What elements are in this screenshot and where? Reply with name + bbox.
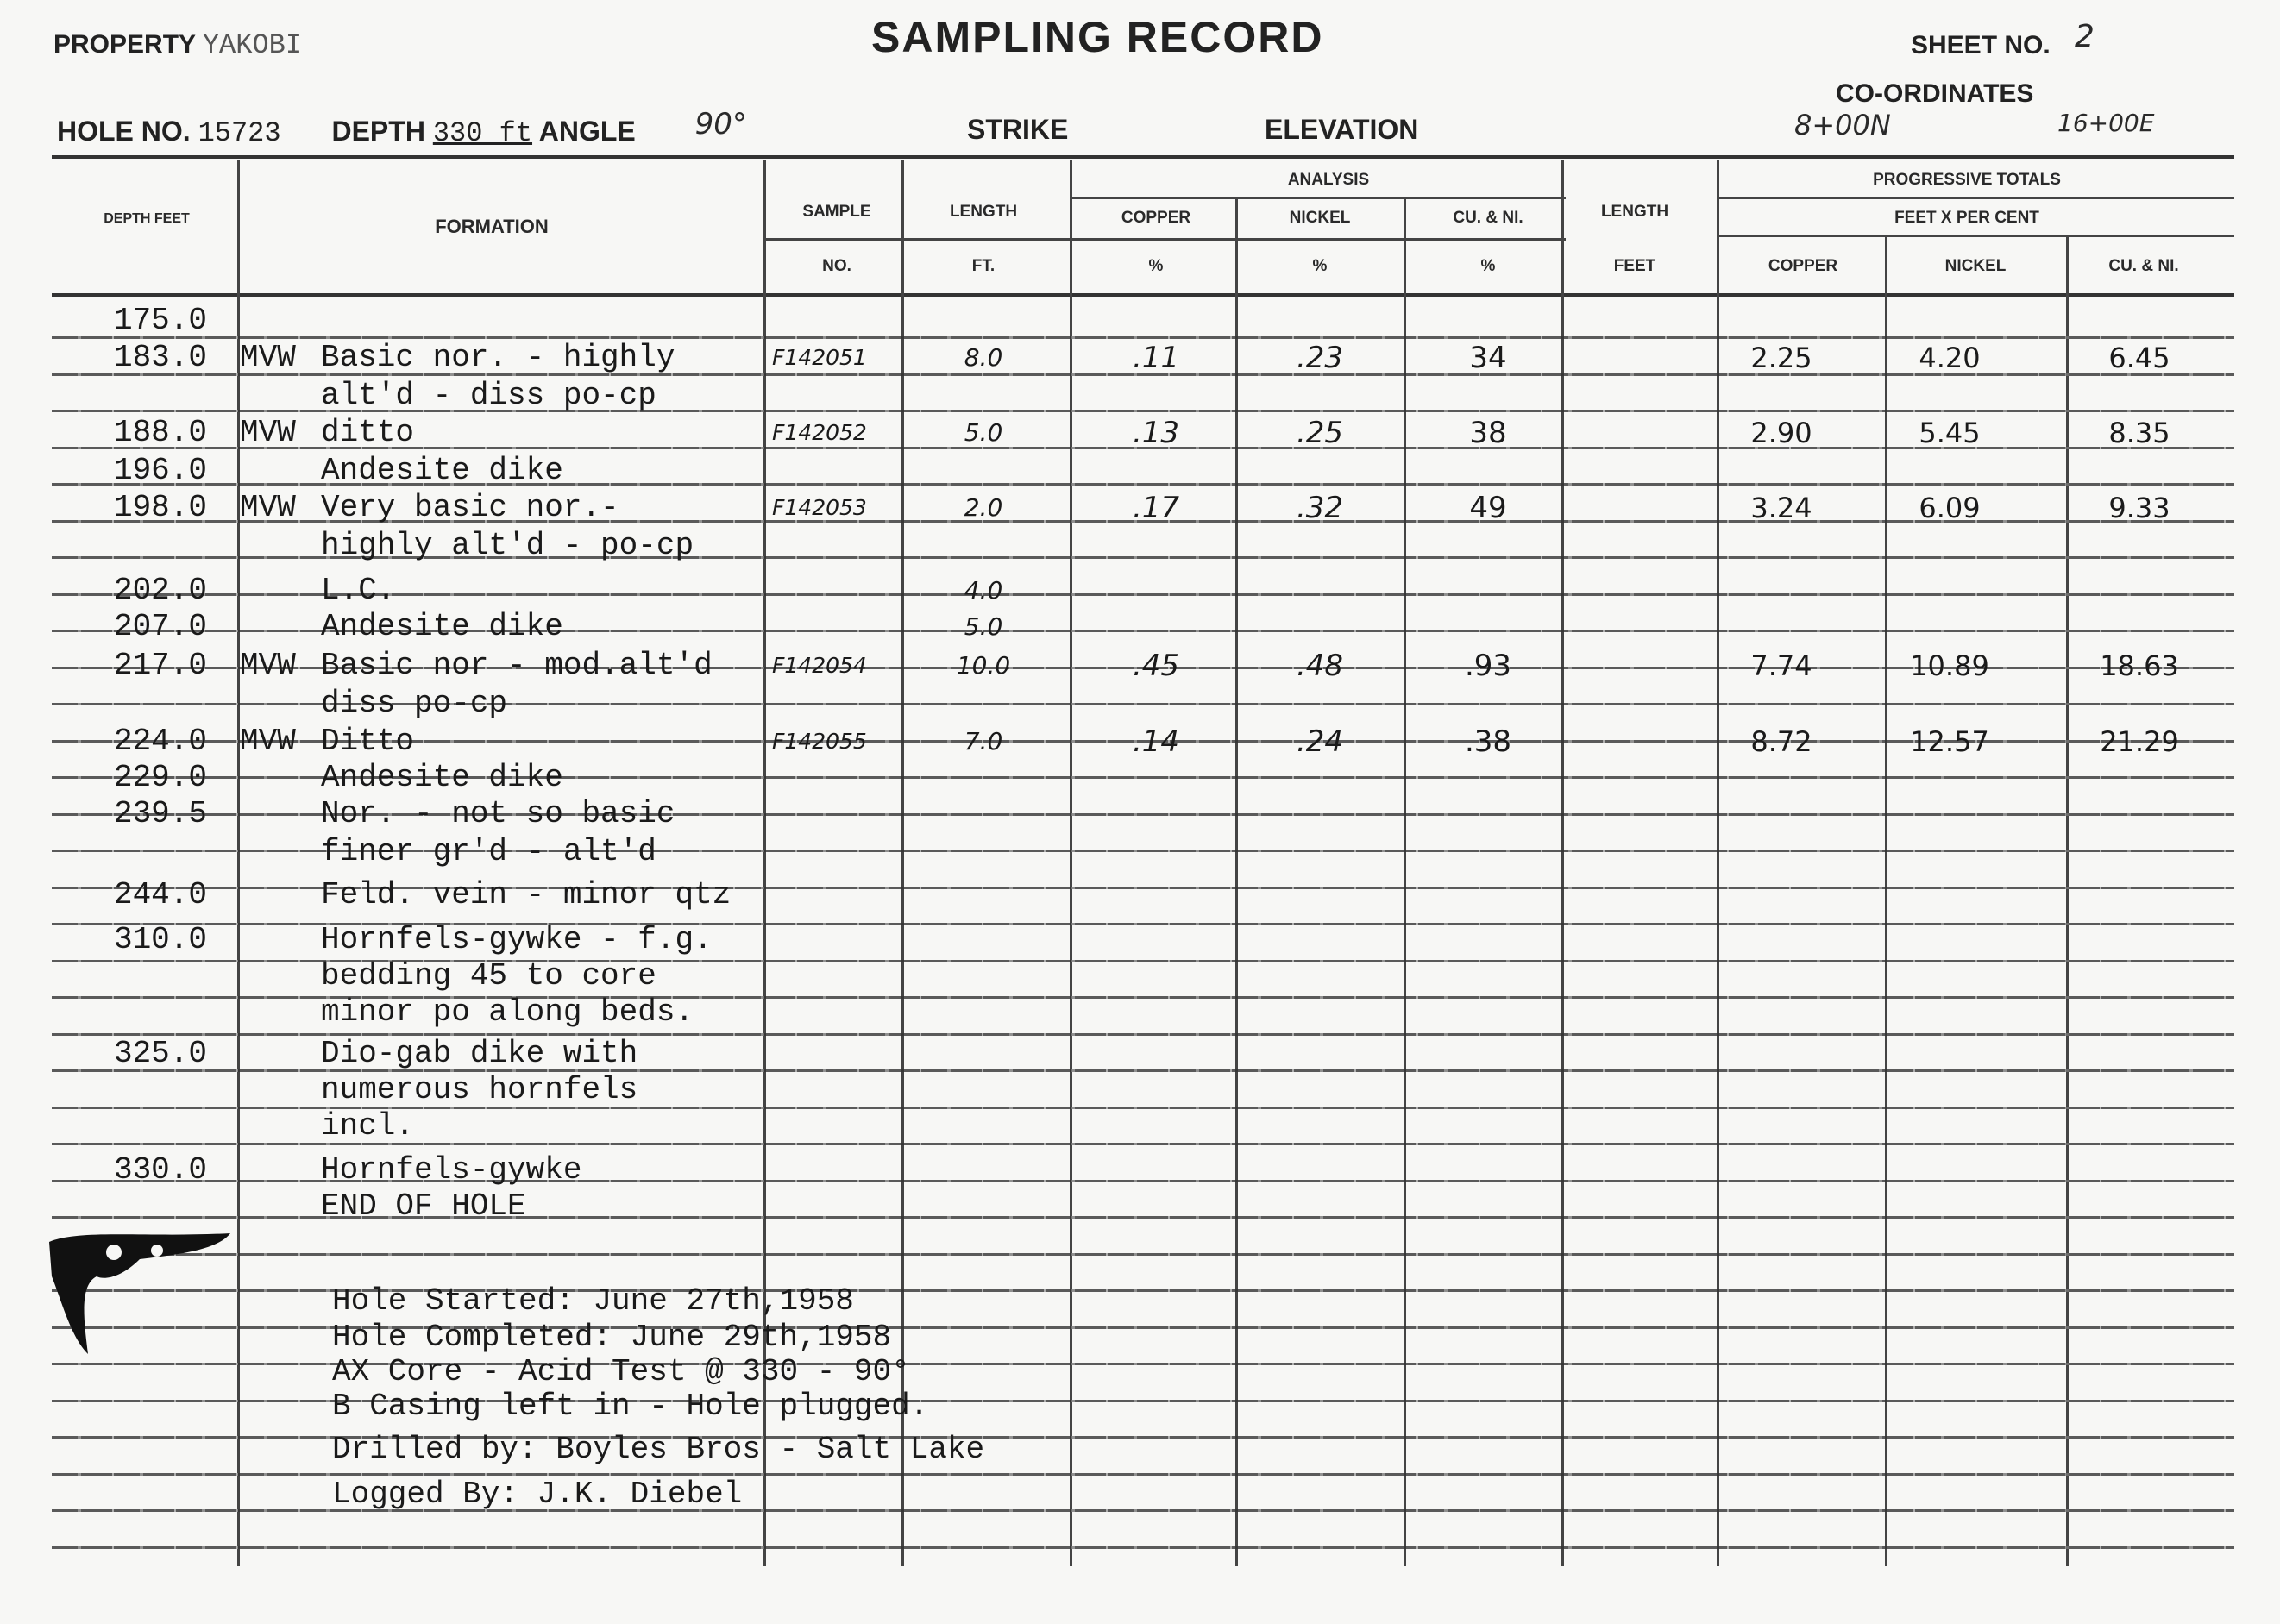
cell-length: 8.0 [964,343,1003,372]
note-line: AX Core - Acid Test @ 330 - 90° [332,1354,910,1389]
cell-formation: Andesite dike [321,760,563,795]
cell-formation: alt'd - diss po-cp [321,378,656,413]
table-row [0,377,2280,415]
cell-cuni: .38 [1464,724,1512,759]
property-field [53,29,302,61]
cell-formation: Andesite dike [321,609,563,644]
col-pcopper-header: COPPER [1768,257,1838,275]
col-sample-header: SAMPLE [802,203,871,221]
cell-code: MVW [240,648,296,683]
cell-ni: .23 [1296,341,1344,375]
cell-depth: 330.0 [113,1152,207,1188]
col-cuni-header: CU. & NI. [1453,209,1523,227]
angle-label: ANGLE [538,116,636,147]
subheader-rule [763,238,1566,241]
col-cuni-pct: % [1480,257,1496,275]
table-row [0,723,2280,761]
cell-pni: 10.89 [1910,649,1989,682]
table-row [0,685,2280,723]
table-row [0,647,2280,685]
cell-sample: F142055 [772,729,867,754]
cell-pcu: 2.90 [1750,417,1812,449]
table-row [0,302,2280,340]
table-row [0,957,2280,995]
depth-value: 330 ft [432,117,533,149]
cell-depth: 196.0 [113,453,207,488]
cell-formation: incl. [321,1108,415,1144]
cell-code: MVW [240,490,296,525]
analysis-rule [1070,197,1566,199]
table-row [0,608,2280,646]
cell-code: MVW [240,724,296,759]
coord-north: 8+00N [1794,109,1891,141]
hole-info-line [57,107,1419,149]
table-row [0,527,2280,565]
cell-depth: 229.0 [113,760,207,795]
table-row [0,489,2280,527]
progressive-rule-2 [1717,235,2234,237]
col-progressive-header: PROGRESSIVE TOTALS [1873,171,2061,189]
cell-formation: Ditto [321,724,415,759]
cell-depth: 325.0 [113,1036,207,1071]
cell-cu: .14 [1132,724,1180,759]
cell-depth: 239.5 [113,796,207,831]
cell-formation: Hornfels-gywke [321,1152,582,1188]
cell-formation: highly alt'd - po-cp [321,528,694,563]
ruled-line [52,1546,2234,1549]
cell-formation: Dio-gab dike with [321,1036,638,1071]
ink-blot [45,1225,235,1363]
cell-formation: bedding 45 to core [321,958,656,994]
coordinates-label: CO-ORDINATES [1836,79,2034,108]
cell-depth: 244.0 [113,877,207,912]
col-formation-header: FORMATION [435,216,549,237]
page-title: SAMPLING RECORD [871,13,1324,61]
cell-sample: F142054 [772,653,867,678]
table-row [0,1035,2280,1073]
cell-cu: .11 [1132,341,1180,375]
cell-ni: .25 [1296,416,1344,450]
table-row [0,759,2280,797]
cell-code: MVW [240,415,296,450]
cell-length: 2.0 [964,493,1003,522]
cell-depth: 310.0 [113,922,207,957]
cell-sample: F142053 [772,495,867,520]
cell-ni: .48 [1296,649,1344,683]
col-length2-header: LENGTH [1600,203,1669,221]
col-feet-pct-header: FEET X PER CENT [1894,209,2039,227]
cell-pni: 4.20 [1919,342,1981,374]
cell-pcuni: 6.45 [2108,342,2170,374]
cell-formation: Basic nor - mod.alt'd [321,648,713,683]
cell-cuni: 49 [1469,491,1507,525]
cell-cuni: .93 [1464,649,1512,683]
hole-value: 15723 [198,117,281,149]
cell-pcuni: 18.63 [2100,649,2179,682]
col-length-unit-header: FT. [971,257,996,275]
header-rule [52,155,2234,159]
cell-depth: 217.0 [113,648,207,683]
col-length-header: LENGTH [949,203,1018,221]
col-sample-no-header: NO. [822,257,851,275]
cell-depth: 224.0 [113,724,207,759]
cell-depth: 183.0 [113,340,207,375]
cell-depth: 198.0 [113,490,207,525]
note-line: Hole Started: June 27th,1958 [332,1283,854,1319]
cell-pni: 5.45 [1919,417,1981,449]
cell-sample: F142051 [772,345,867,370]
cell-ni: .32 [1296,491,1344,525]
table-row [0,414,2280,452]
cell-depth: 188.0 [113,415,207,450]
cell-cu: .13 [1132,416,1180,450]
elevation-label: ELEVATION [1265,114,1419,145]
table-row [0,339,2280,377]
note-line: B Casing left in - Hole plugged. [332,1389,929,1424]
progressive-rule-1 [1717,197,2234,199]
property-value: YAKOBI [202,29,303,61]
hole-label: HOLE NO. [57,116,191,147]
cell-depth: 175.0 [113,303,207,338]
sheet-value: 2 [2075,19,2095,54]
ruled-line [52,1253,2234,1256]
cell-pcu: 7.74 [1750,649,1812,682]
cell-pni: 12.57 [1910,725,1989,758]
sheet-number-field [1911,19,2095,61]
cell-formation: numerous hornfels [321,1072,638,1107]
cell-formation: L.C. [321,573,396,608]
col-pnickel-header: NICKEL [1944,257,2007,275]
cell-pcuni: 8.35 [2108,417,2170,449]
note-line: Drilled by: Boyles Bros - Salt Lake [332,1432,985,1467]
cell-length: 4.0 [964,576,1003,605]
cell-formation: Hornfels-gywke - f.g. [321,922,713,957]
cell-formation: finer gr'd - alt'd [321,834,656,869]
table-row [0,833,2280,871]
col-copper-pct: % [1148,257,1164,275]
strike-label: STRIKE [967,114,1069,145]
col-nickel-pct: % [1312,257,1328,275]
cell-ni: .24 [1296,724,1344,759]
property-label: PROPERTY [53,30,196,59]
cell-cuni: 34 [1469,341,1507,375]
col-pcuni-header: CU. & NI. [2108,257,2179,275]
note-line: Logged By: J.K. Diebel [332,1477,743,1512]
table-row [0,921,2280,959]
table-row [0,994,2280,1031]
cell-sample: F142052 [772,420,867,445]
cell-formation: Andesite dike [321,453,563,488]
table-row [0,1107,2280,1145]
table-row [0,795,2280,833]
cell-pni: 6.09 [1919,492,1981,524]
cell-cu: .45 [1132,649,1180,683]
cell-formation: diss po-cp [321,686,508,721]
cell-formation: END OF HOLE [321,1188,526,1224]
cell-pcuni: 21.29 [2100,725,2179,758]
cell-length: 5.0 [964,418,1003,447]
col-length2-unit-header: FEET [1613,257,1656,275]
col-analysis-header: ANALYSIS [1287,171,1370,189]
cell-pcu: 3.24 [1750,492,1812,524]
cell-code: MVW [240,340,296,375]
table-row [0,876,2280,914]
table-row [0,1151,2280,1189]
cell-length: 10.0 [956,651,1011,680]
column-header-rule [52,293,2234,297]
ruled-line [52,1473,2234,1476]
sheet-label: SHEET NO. [1911,31,2051,60]
cell-formation: Very basic nor.- [321,490,619,525]
cell-formation: Nor. - not so basic [321,796,675,831]
cell-length: 5.0 [964,612,1003,641]
cell-depth: 202.0 [113,573,207,608]
cell-cu: .17 [1132,491,1180,525]
table-row [0,1071,2280,1109]
cell-formation: minor po along beds. [321,994,694,1030]
cell-formation: Feld. vein - minor qtz [321,877,732,912]
cell-formation: ditto [321,415,415,450]
cell-pcu: 2.25 [1750,342,1812,374]
coord-east: 16+00E [2057,109,2155,137]
cell-formation: Basic nor. - highly [321,340,675,375]
col-nickel-header: NICKEL [1289,209,1351,227]
table-row [0,1188,2280,1226]
angle-value: 90° [694,107,747,141]
col-copper-header: COPPER [1121,209,1191,227]
cell-depth: 207.0 [113,609,207,644]
table-row [0,452,2280,490]
cell-cuni: 38 [1469,416,1507,450]
note-line: Hole Completed: June 29th,1958 [332,1320,892,1355]
table-row [0,572,2280,610]
col-depth-header: DEPTH FEET [104,211,190,226]
depth-label: DEPTH [331,116,425,147]
cell-length: 7.0 [964,727,1003,756]
cell-pcuni: 9.33 [2108,492,2170,524]
cell-pcu: 8.72 [1750,725,1812,758]
